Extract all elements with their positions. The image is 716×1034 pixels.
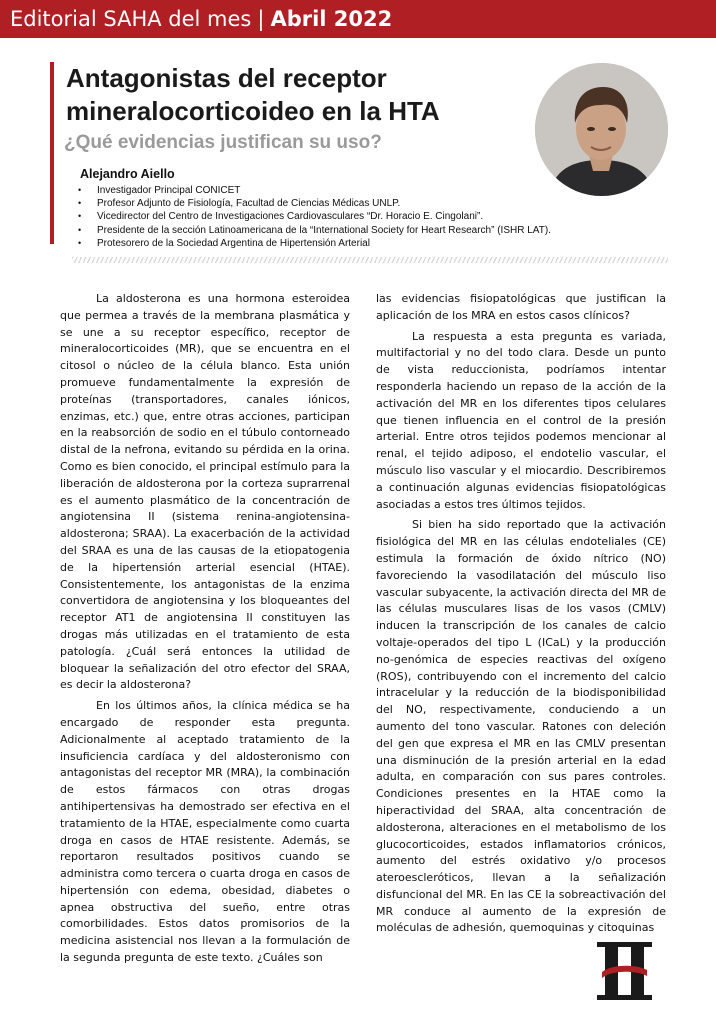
body-paragraph-continued: las evidencias fisiopatológicas que justifican la aplicación de los MRA en estos casos clínicos? bbox=[376, 292, 666, 322]
affiliation-item: • Protesorero de la Sociedad Argentina de Hipertensión Arterial bbox=[78, 237, 551, 250]
banner-section: Editorial SAHA del mes bbox=[10, 7, 252, 31]
affiliation-item: • Presidente de la sección Latinoamericana de la “International Society for Heart Research” (ISHR LAT). bbox=[78, 224, 551, 237]
article-subtitle: ¿Qué evidencias justifican su uso? bbox=[64, 132, 382, 153]
body-paragraph: Si bien ha sido reportado que la activación fisiológica del MR en las células endoteliales (CE) estimula la formación de óxido nítrico (NO) favoreciendo la vasodilatación del músculo liso vascular subyacente, la activación directa del MR de las células musculares lisas de los vasos (CMLV) inducen la transcripción de los canales de calcio voltaje-operados del tipo L (ICaL) y la producción no-genómica de especies reactivas del oxígeno (ROS), contribuyendo con el incremento del calcio intracelular y la reducción de la biodisponibilidad del NO, respectivamente, conduciendo a un aumento del tono vascular. Ratones con deleción del gen que expresa el MR en las CMLV presentan una disminución de la presión arterial en la edad adulta, en comparación con sus pares controles. Condiciones presentes en la HTAE como la hiperactividad del SRAA, alta concentración de aldosterona, alteraciones en el metabolismo de los glucocorticoides, estados inflamatorios crónicos, aumento del estrés oxidativo y/o procesos ateroescleróticos, llevan a la señalización disfuncional del MR. En las CE la sobreactivación del MR conduce al aumento de la expresión de moléculas de adhesión, quemoquinas y citoquinas bbox=[376, 518, 666, 935]
body-paragraph: En los últimos años, la clínica médica se ha encargado de responder esta pregunta. Adicionalmente al aceptado tratamiento de la insuficiencia cardíaca y del aldosteronismo con antagonistas del receptor MR (MRA), la combinación de estos fármacos con otras drogas antihipertensivas ha demostrado ser efectiva en el tratamiento de la HTAE, especialmente como cuarta droga en casos de HTAE resistente. Además, se reportaron resultados positivos cuando se administra como tercera o cuarta droga en casos de hipertensión con edema, obesidad, diabetes o apnea obstructiva del sueño, entre otras comorbilidades. Estos datos promisorios de la medicina asistencial nos llevan a la formulación de la segunda pregunta de este texto. ¿Cuáles son bbox=[60, 699, 350, 965]
author-photo bbox=[535, 63, 668, 196]
saha-logo bbox=[597, 942, 652, 1000]
title-line-1: Antagonistas del receptor bbox=[66, 63, 387, 93]
banner-separator: | bbox=[257, 7, 265, 31]
hatched-divider bbox=[72, 257, 668, 263]
title-accent-bar bbox=[50, 62, 54, 244]
author-name: Alejandro Aiello bbox=[80, 167, 175, 181]
article-title bbox=[66, 62, 526, 128]
author-photo-icon bbox=[535, 63, 668, 196]
affiliation-item: • Investigador Principal CONICET bbox=[78, 184, 551, 197]
affiliation-item: • Profesor Adjunto de Fisiología, Facultad de Ciencias Médicas UNLP. bbox=[78, 197, 551, 210]
body-column-left bbox=[60, 291, 350, 971]
body-paragraph: La aldosterona es una hormona esteroidea que permea a través de la membrana plasmática y se une a su receptor específico, receptor de mineralocorticoides (MR), que se encuentra en el citosol o núcleo de la célula blanco. Esta unión promueve fundamentalmente la expresión de proteínas (transportadores, canales iónicos, enzimas, etc.) que, entre otras acciones, participan en la reabsorción de sodio en el túbulo contorneado distal de la nefrona, evitando su pérdida en la orina. Como es bien conocido, el principal estímulo para la liberación de aldosterona por la corteza suprarrenal es el aumento plasmático de la concentración de angiotensina II (sistema renina-angiotensina-aldosterona; SRAA). La exacerbación de la actividad del SRAA es una de las causas de la etiopatogenia de la hipertensión arterial esencial (HTAE). Consistentemente, los antagonistas de la enzima convertidora de angiotensina y los bloqueantes del receptor AT1 de angiotensina II constituyen las drogas más utilizadas en el tratamiento de esta patología. ¿Cuál será entonces la utilidad de bloquear la señalización del otro efector del SRAA, es decir la aldosterona? bbox=[60, 292, 350, 692]
affiliation-item: • Vicedirector del Centro de Investigaciones Cardiovasculares “Dr. Horacio E. Cingolani”. bbox=[78, 210, 551, 223]
author-affiliations bbox=[78, 184, 551, 250]
header-banner bbox=[0, 0, 716, 38]
body-paragraph: La respuesta a esta pregunta es variada, multifactorial y no del todo clara. Desde un punto de vista reduccionista, podríamos intentar responderla haciendo un repaso de la acción de la activación del MR en los diferentes tipos celulares que tienen influencia en el control de la presión arterial. Entre otros tejidos podemos mencionar al renal, el tejido adiposo, el endotelio vascular, el músculo liso vascular y el miocardio. Describiremos a continuación algunas evidencias fisiopatológicas asociadas a estos tres últimos tejidos. bbox=[376, 329, 666, 511]
saha-h-logo-icon bbox=[597, 942, 652, 1000]
title-line-2: mineralocorticoideo en la HTA bbox=[66, 96, 440, 126]
body-column-right bbox=[376, 291, 666, 941]
banner-month: Abril 2022 bbox=[270, 7, 393, 31]
